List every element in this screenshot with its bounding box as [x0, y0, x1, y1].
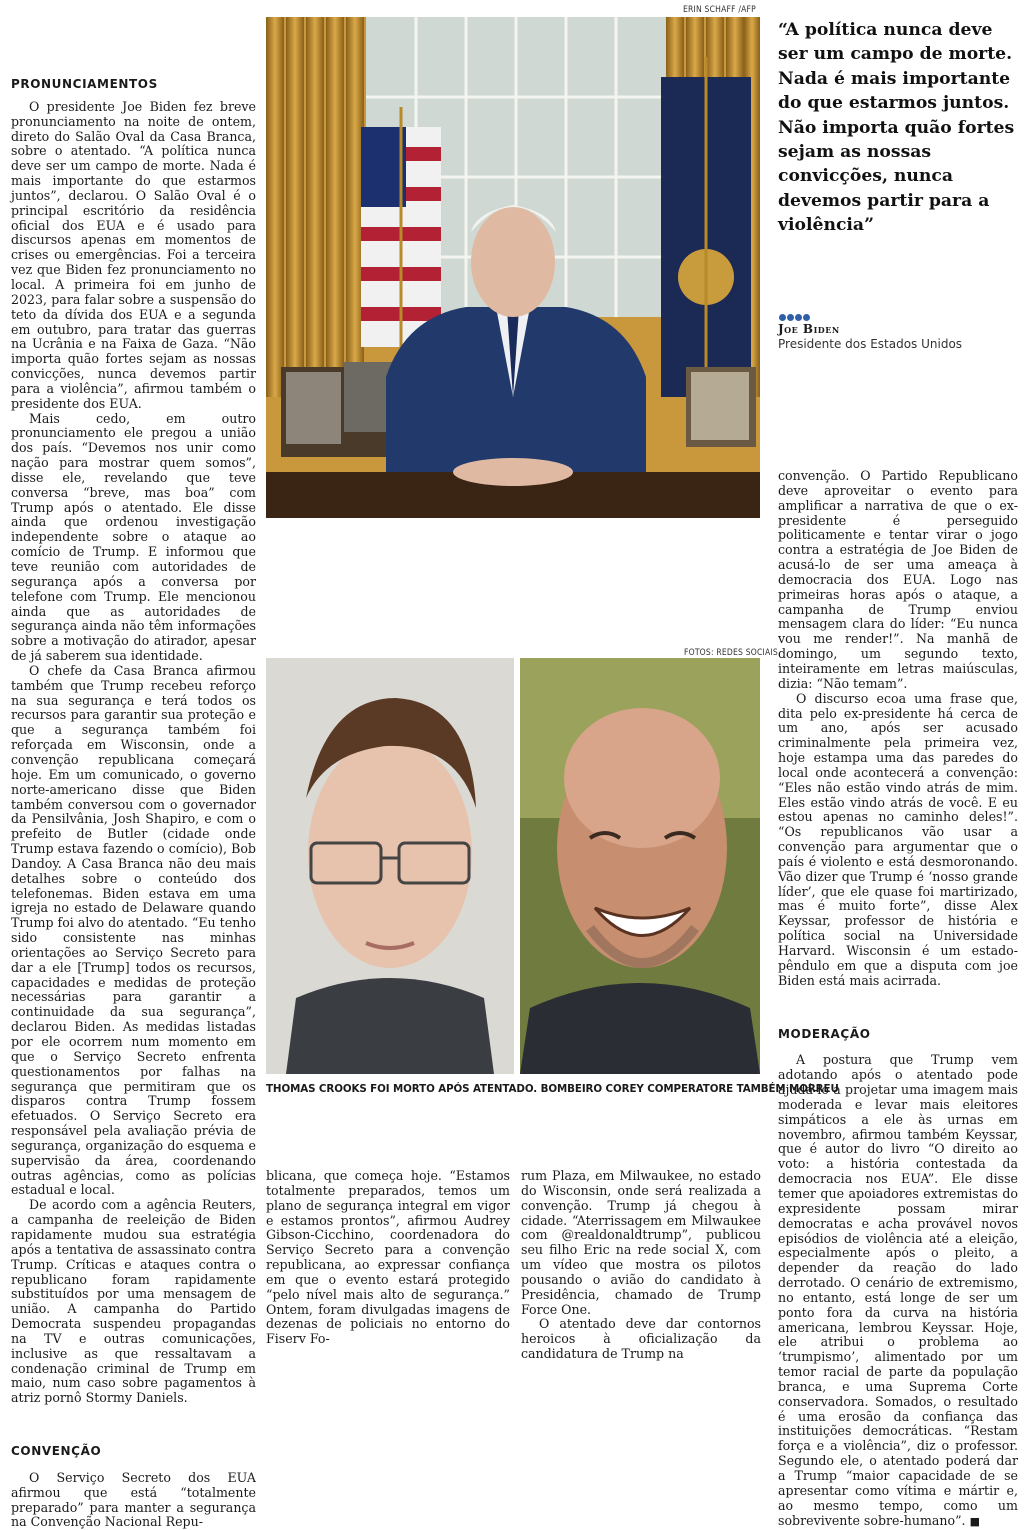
photo-credit-main: ERIN SCHAFF /AFP [683, 5, 756, 15]
quote-author-role: Presidente dos Estados Unidos [778, 337, 963, 351]
article-column-1 [11, 77, 256, 1530]
biden-oval-office-illustration [266, 17, 760, 518]
thomas-crooks-photo [266, 658, 514, 1074]
article-column-2 [266, 1169, 510, 1347]
quote-author-name: Joe Biden [778, 322, 840, 336]
paragraph: blicana, que começa hoje. “Estamos totalmente preparados, temos um plano de segurança integral em vigor e estamos prontos”, afirmou Audrey Gibson-Cicchino, coordenadora do Serviço Secreto para a convenção republicana, ao expressar confiança em que o evento estará protegido “pelo nível mais alto de segurança.” Ontem, foram divulgadas imagens de dezenas de policiais no entorno do Fiserv Fo- [266, 1168, 510, 1347]
subheading-pronunciamentos: PRONUNCIAMENTOS [11, 77, 158, 91]
portrait-bald-smiling-man [520, 658, 760, 1074]
pull-quote: “A política nunca deve ser um campo de morte. Nada é mais importante do que estarmos juntos. Não importa quão fortes sejam as nossas convicções, nunca devemos partir para a violência” [778, 20, 1015, 236]
subheading-convencao: CONVENÇÃO [11, 1444, 102, 1459]
paragraph: A postura que Trump vem adotando após o atentado pode ajudá-lo a projetar uma imagem mais moderada e levar mais eleitores simpáticos a ele às urnas em novembro, afirmou também Keyssar, que é autor do livro “O direito ao voto: a história contestada da democracia nos EUA”. Ele disse temer que apoiadores extremistas do expresidente possam mirar democratas e acha provável novos episódios de violência até a eleição, especialmente após o pleito, a depender da reação do lado derrotado. O cenário de extremismo, no entanto, está longe de ser um ponto fora da curva na história americana, lembrou Keyssar. Hoje, ele atribui o problema ao ‘trumpismo’, alimentado por um temor racial de parte da população branca, e uma Suprema Corte conservadora. Somados, o resultado é uma erosão da confiança das instituições democráticas. “Restam força e a violência”, diz o professor. Segundo ele, o atentado poderá dar a Trump “maior capacidade de se apresentar como vítima e mártir e, ao mesmo tempo, como um sobrevivente sobre-humano”. ■ [778, 1053, 1018, 1529]
corey-comperatore-photo [520, 658, 760, 1074]
paragraph: rum Plaza, em Milwaukee, no estado do Wisconsin, onde será realizada a convenção. Trump já chegou à cidade. “Aterrissagem em Milwaukee com @realdonaldtrump”, publicou seu filho Eric na rede social X, com um vídeo que mostra os pilotos pousando o avião do candidato à Presidência, chamado de Trump Force One. [521, 1168, 761, 1317]
portrait-young-man-glasses [266, 658, 514, 1074]
paragraph: Mais cedo, em outro pronunciamento ele pregou a união dos país. “Devemos nos unir como nação para mostrar quem somos”, disse ele, revelando que teve conversa “breve, mas boa” com Trump após o atentado. Ele disse ainda que ordenou investigação independente sobre o ataque ao comício de Trump. E informou que teve reunião com autoridades de segurança após a conversa por telefone com Trump. Ele mencionou ainda que as autoridades de segurança ainda não têm informações sobre a motivação do atirador, apesar de já saberem sua identidade. [11, 410, 256, 664]
subheading-moderacao: MODERAÇÃO [778, 1026, 871, 1041]
paragraph: O atentado deve dar contornos heroicos à oficialização da candidatura de Trump na [521, 1316, 761, 1362]
biden-oval-office-photo [266, 17, 760, 518]
paragraph: convenção. O Partido Republicano deve aproveitar o evento para amplificar a narrativa de que o ex-presidente é perseguido politicamente e tentar virar o jogo contra a estratégia de Joe Biden de acusá-lo de ser uma ameaça à democracia dos EUA. Logo nas primeiras horas após o ataque, a campanha de Trump enviou mensagem clara do líder: “Eu nunca vou me render!”. Na manhã de domingo, um segundo texto, inteiramente em letras maiúsculas, dizia: “Não temam”. [778, 468, 1018, 691]
paragraph: O discurso ecoa uma frase que, dita pelo ex-presidente há cerca de um ano, após ser acusado criminalmente pela primeira vez, hoje estampa uma das paredes do local onde acontecerá a convenção: “Eles não estão vindo atrás de mim. Eles estão vindo atrás de você. E eu estou apenas no caminho deles!”. “Os republicanos vão usar a convenção para argumentar que o país é violento e está desmoronando. Vão dizer que Trump é ‘nosso grande líder’, que ele quase foi martirizado, mas é muito forte”, disse Alex Keyssar, professor de história e política social na Universidade Harvard. Wisconsin é um estado-pêndulo em que a disputa com joe Biden está mais acirrada. [778, 690, 1018, 988]
paragraph: O presidente Joe Biden fez breve pronunciamento na noite de ontem, direto do Salão Oval da Casa Branca, sobre o atentado. “A política nunca deve ser um campo de morte. Nada é mais importante do que estarmos juntos”, declarou. O Salão Oval é o principal escritório da residência oficial dos EUA e é usado para discursos apenas em momentos de crises ou emergências. Foi a terceira vez que Biden fez pronunciamento no local. A primeira foi em junho de 2023, para falar sobre a suspensão do teto da dívida dos EUA e a segunda em outubro, para tratar das guerras na Ucrânia e na Faixa de Gaza. “Não importa quão fortes sejam as nossas convicções, nunca devemos partir para a violência”, afirmou também o presidente dos EUA. [11, 98, 256, 411]
paragraph: O Serviço Secreto dos EUA afirmou que está “totalmente preparado” para manter a segurança na Convenção Nacional Repu- [11, 1469, 256, 1530]
photo-credit-secondary: FOTOS: REDES SOCIAIS [684, 648, 778, 658]
paragraph: De acordo com a agência Reuters, a campanha de reeleição de Biden rapidamente mudou sua estratégia após a tentativa de assassinato contra Trump. Críticas e ataques contra o republicano foram rapidamente substituídos por uma mensagem de união. A campanha do Partido Democrata suspendeu propagandas na TV e outras comunicações, inclusive as que ressaltavam a condenação criminal de Trump em maio, num caso sobre pagamentos à atriz pornô Stormy Daniels. [11, 1197, 256, 1406]
article-column-3 [521, 1169, 761, 1362]
paragraph: O chefe da Casa Branca afirmou também que Trump recebeu reforço na sua segurança e terá todos os recursos para garantir sua proteção e que a segurança também foi reforçada em Wisconsin, onde a convenção republicana começará hoje. Em um comunicado, o governo norte-americano disse que Biden também conversou com o governador da Pensilvânia, Josh Shapiro, e com o prefeito de Butler (cidade onde Trump estava fazendo o comício), Bob Dandoy. A Casa Branca não deu mais detalhes sobre o conteúdo dos telefonemas. Biden estava em uma igreja no estado de Delaware quando Trump foi alvo do atentado. “Eu tenho sido consistente nas minhas orientações ao Serviço Secreto para dar a ele [Trump] todos os recursos, capacidades e medidas de proteção necessárias para garantir a continuidade da sua segurança”, declarou Biden. As medidas listadas por ele ocorrem num momento em que o Serviço Secreto enfrenta questionamentos por falhas na segurança que permitiram que os disparos contra Trump fossem efetuados. O Serviço Secreto era responsável pela avaliação prévia de segurança, organização do esquema e supervisão da área, coordenando outras agências, como as polícias estadual e local. [11, 662, 256, 1198]
article-column-4-top [778, 469, 1018, 1529]
photo-caption: THOMAS CROOKS FOI MORTO APÓS ATENTADO. BOMBEIRO COREY COMPERATORE TAMBÉM MORREU [266, 1083, 839, 1095]
